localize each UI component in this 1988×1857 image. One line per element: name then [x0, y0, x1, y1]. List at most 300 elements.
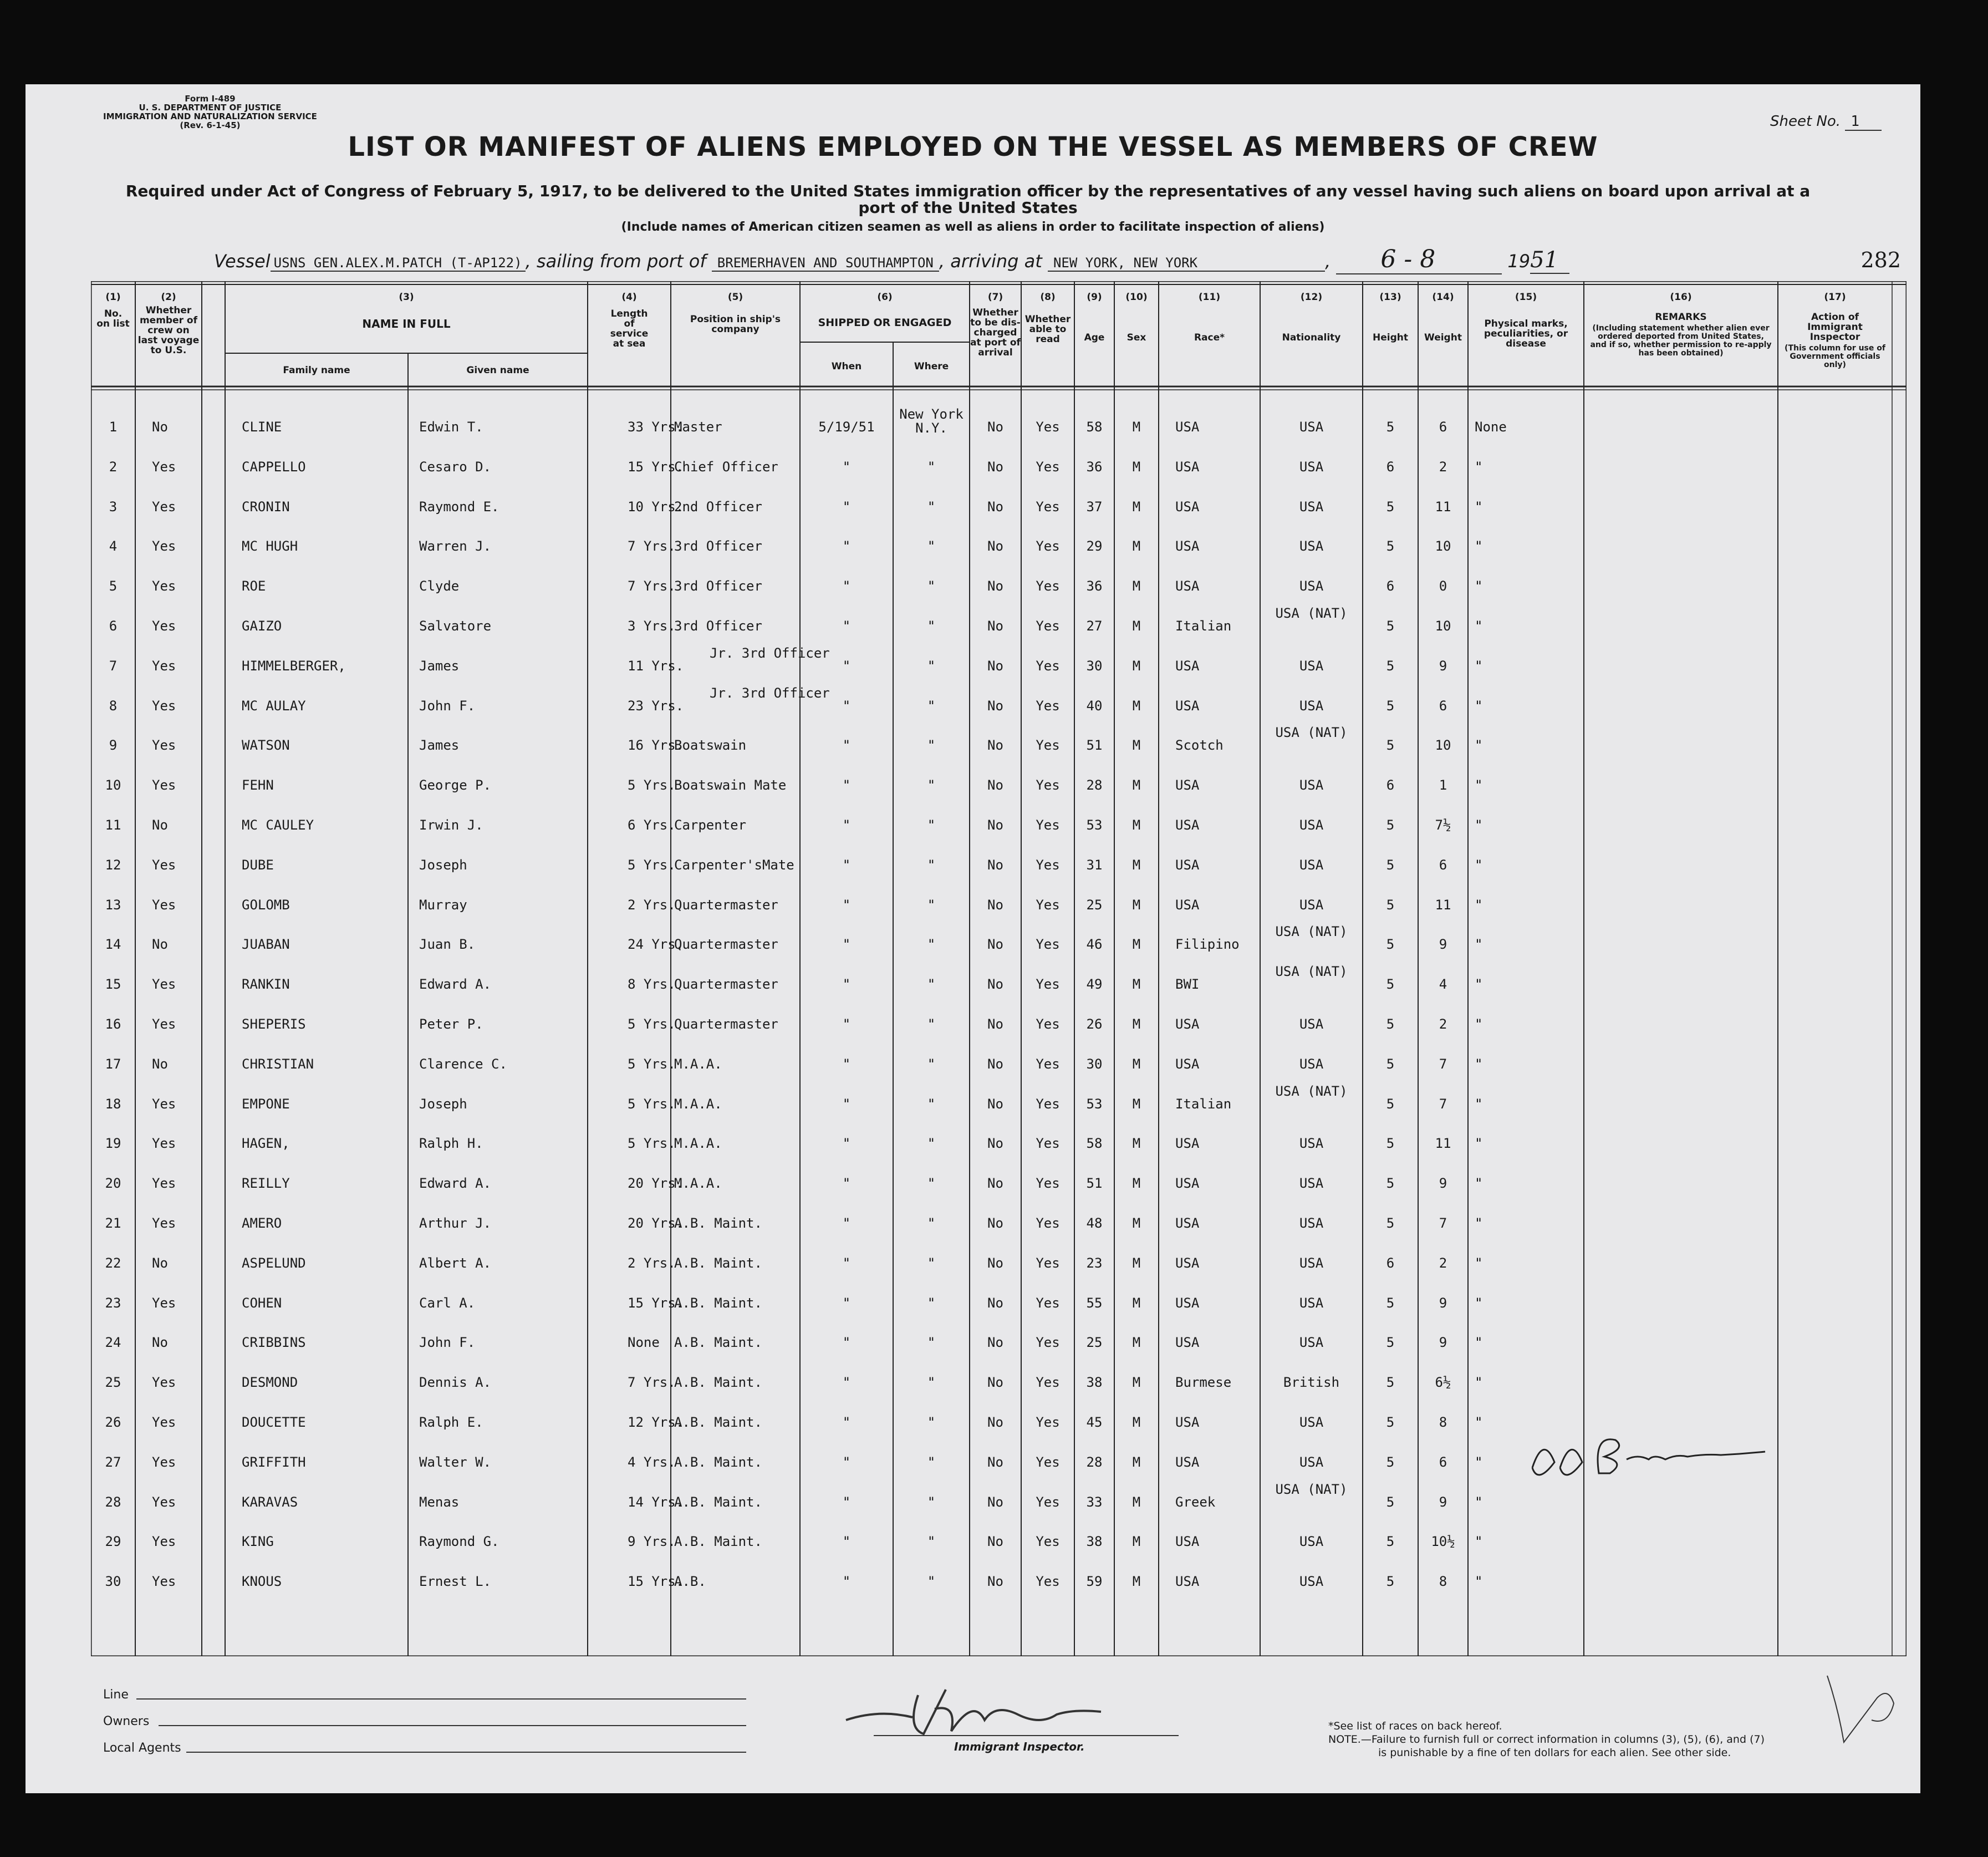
- cell-race: Greek: [1175, 1494, 1216, 1510]
- header-physical-marks: (15) Physical marks, peculiarities, or disease: [1484, 292, 1568, 349]
- cell-read: Yes: [1036, 1096, 1060, 1112]
- header-discharged: (7) Whether to be dis-charged at port of arrival: [970, 292, 1021, 358]
- cell-no: 28: [105, 1494, 121, 1510]
- table-row: [91, 522, 1907, 562]
- cell-prev: No: [152, 1255, 168, 1271]
- cell-service: 15 Yrs.: [628, 1574, 684, 1590]
- cell-when: ": [842, 1454, 851, 1470]
- cell-family: MC HUGH: [242, 538, 298, 554]
- table-row: [91, 1279, 1907, 1319]
- cell-ht: 6: [1386, 777, 1395, 793]
- cell-ht: 6: [1386, 1255, 1395, 1271]
- cell-read: Yes: [1036, 618, 1060, 634]
- cell-given: James: [419, 737, 460, 754]
- cell-service: 7 Yrs.: [628, 538, 676, 554]
- cell-marks: ": [1475, 618, 1483, 634]
- arrival-year: 51: [1530, 247, 1569, 274]
- cell-no: 18: [105, 1096, 121, 1112]
- cell-sex: M: [1132, 737, 1141, 754]
- cell-position: Master: [674, 419, 722, 435]
- cell-race: USA: [1175, 538, 1200, 554]
- cell-prev: Yes: [152, 1494, 176, 1510]
- cell-read: Yes: [1036, 1415, 1060, 1430]
- cell-read: Yes: [1036, 459, 1060, 475]
- header-shipped-when: When: [831, 361, 862, 372]
- cell-ht: 5: [1386, 1415, 1395, 1430]
- cell-where: ": [927, 1375, 936, 1391]
- cell-ht: 5: [1386, 937, 1395, 953]
- cell-prev: Yes: [152, 618, 176, 634]
- cell-position: A.B. Maint.: [674, 1534, 762, 1550]
- cell-given: Dennis A.: [419, 1375, 492, 1391]
- cell-wt: 10: [1435, 538, 1451, 554]
- cell-nat: USA: [1299, 1415, 1324, 1430]
- cell-nat: USA: [1299, 1136, 1324, 1152]
- cell-given: Cesaro D.: [419, 459, 492, 475]
- cell-where: ": [927, 737, 936, 754]
- cell-when: ": [842, 459, 851, 475]
- cell-wt: 10: [1435, 737, 1451, 754]
- cell-service: 23 Yrs.: [628, 698, 684, 714]
- cell-where: ": [927, 1335, 936, 1351]
- cell-where: ": [927, 578, 936, 594]
- cell-given: Juan B.: [419, 937, 476, 953]
- cell-ht: 5: [1386, 1295, 1395, 1311]
- cell-where: ": [927, 1215, 936, 1231]
- cell-prev: No: [152, 1335, 168, 1351]
- cell-race: USA: [1175, 578, 1200, 594]
- cell-prev: Yes: [152, 1295, 176, 1311]
- cell-age: 53: [1086, 817, 1103, 833]
- inspector-signature: [846, 1690, 1101, 1734]
- cell-no: 23: [105, 1295, 121, 1311]
- cell-sex: M: [1132, 1335, 1141, 1351]
- cell-position: A.B. Maint.: [674, 1215, 762, 1231]
- cell-when: ": [842, 1534, 851, 1550]
- cell-family: COHEN: [242, 1295, 282, 1311]
- cell-service: 2 Yrs.: [628, 897, 676, 913]
- cell-nat: USA: [1299, 1016, 1324, 1032]
- cell-race: USA: [1175, 1215, 1200, 1231]
- cell-no: 17: [105, 1056, 121, 1072]
- cell-given: Edwin T.: [419, 419, 483, 435]
- cell-when: ": [842, 1136, 851, 1152]
- cell-sex: M: [1132, 1016, 1141, 1032]
- cell-ht: 5: [1386, 737, 1395, 754]
- cell-family: KARAVAS: [242, 1494, 298, 1510]
- cell-where: ": [927, 897, 936, 913]
- cell-family: HAGEN,: [242, 1136, 290, 1152]
- cell-age: 30: [1086, 658, 1103, 674]
- cell-race: USA: [1175, 1295, 1200, 1311]
- port-to: NEW YORK, NEW YORK: [1048, 255, 1325, 272]
- cell-marks: ": [1475, 1215, 1483, 1231]
- cell-ht: 5: [1386, 1574, 1395, 1590]
- cell-disch: No: [987, 1454, 1003, 1470]
- cell-no: 25: [105, 1375, 121, 1391]
- sheet-number: Sheet No. 1: [1770, 113, 1882, 130]
- cell-read: Yes: [1036, 1335, 1060, 1351]
- cell-marks: None: [1475, 419, 1507, 435]
- header-family-name: Family name: [283, 365, 350, 376]
- cell-age: 59: [1086, 1574, 1103, 1590]
- table-row: [91, 483, 1907, 523]
- cell-prev: Yes: [152, 459, 176, 475]
- cell-disch: No: [987, 1295, 1003, 1311]
- table-row: [91, 1000, 1907, 1040]
- cell-nat: USA (NAT): [1275, 1481, 1348, 1497]
- cell-race: Filipino: [1175, 937, 1240, 953]
- port-from: BREMERHAVEN AND SOUTHAMPTON: [712, 255, 939, 272]
- cell-race: USA: [1175, 817, 1200, 833]
- cell-family: DOUCETTE: [242, 1415, 306, 1430]
- cell-race: USA: [1175, 658, 1200, 674]
- cell-ht: 5: [1386, 1454, 1395, 1470]
- table-row: [91, 761, 1907, 801]
- cell-sex: M: [1132, 897, 1141, 913]
- cell-wt: 1: [1439, 777, 1447, 793]
- cell-service: 5 Yrs.: [628, 777, 676, 793]
- cell-family: CRONIN: [242, 498, 290, 515]
- table-row: [91, 1239, 1907, 1279]
- cell-service: 6 Yrs.: [628, 817, 676, 833]
- page-stamp: 282: [1860, 248, 1901, 272]
- cell-no: 2: [109, 459, 118, 475]
- cell-marks: ": [1475, 1454, 1483, 1470]
- cell-where: ": [927, 698, 936, 714]
- cell-service: 15 Yrs.: [628, 1295, 684, 1311]
- cell-service: 5 Yrs.: [628, 857, 676, 873]
- table-row: [91, 841, 1907, 881]
- cell-position: 3rd Officer: [674, 538, 762, 554]
- cell-when: ": [842, 777, 851, 793]
- cell-read: Yes: [1036, 1016, 1060, 1032]
- cell-disch: No: [987, 658, 1003, 674]
- cell-family: DESMOND: [242, 1375, 298, 1391]
- cell-marks: ": [1475, 1016, 1483, 1032]
- cell-where: ": [927, 857, 936, 873]
- cell-no: 7: [109, 658, 118, 674]
- cell-ht: 5: [1386, 658, 1395, 674]
- cell-disch: No: [987, 1534, 1003, 1550]
- cell-ht: 5: [1386, 897, 1395, 913]
- cell-family: CHRISTIAN: [242, 1056, 314, 1072]
- cell-disch: No: [987, 419, 1003, 435]
- cell-wt: 0: [1439, 578, 1447, 594]
- cell-race: USA: [1175, 1335, 1200, 1351]
- cell-when: ": [842, 498, 851, 515]
- cell-position: Carpenter: [674, 817, 747, 833]
- cell-race: USA: [1175, 1454, 1200, 1470]
- cell-position: A.B. Maint.: [674, 1335, 762, 1351]
- cell-no: 4: [109, 538, 118, 554]
- cell-age: 25: [1086, 897, 1103, 913]
- cell-read: Yes: [1036, 1534, 1060, 1550]
- cell-read: Yes: [1036, 777, 1060, 793]
- cell-family: GOLOMB: [242, 897, 290, 913]
- cell-sex: M: [1132, 1056, 1141, 1072]
- cell-marks: ": [1475, 1096, 1483, 1112]
- cell-family: KING: [242, 1534, 274, 1550]
- table-row: [91, 562, 1907, 602]
- cell-read: Yes: [1036, 1375, 1060, 1391]
- voyage-line: Vessel USNS GEN.ALEX.M.PATCH (T-AP122) , sailing from port of BREMERHAVEN AND SOUTHAMPTON , arriving at NEW YORK, NEW YORK , 6 - 8 1951: [214, 245, 1569, 274]
- cell-prev: Yes: [152, 1176, 176, 1192]
- cell-no: 22: [105, 1255, 121, 1271]
- cell-given: John F.: [419, 1335, 476, 1351]
- header-age: (9) Age: [1084, 292, 1105, 343]
- header-shipped: (6) SHIPPED OR ENGAGED: [818, 292, 952, 329]
- cell-age: 37: [1086, 498, 1103, 515]
- cell-disch: No: [987, 1255, 1003, 1271]
- cell-position: Boatswain Mate: [674, 777, 787, 793]
- cell-when: ": [842, 937, 851, 953]
- cell-family: SHEPERIS: [242, 1016, 306, 1032]
- cell-age: 45: [1086, 1415, 1103, 1430]
- table-row: [91, 1040, 1907, 1080]
- cell-marks: ": [1475, 1335, 1483, 1351]
- cell-when: ": [842, 1295, 851, 1311]
- cell-age: 40: [1086, 698, 1103, 714]
- cell-prev: Yes: [152, 1534, 176, 1550]
- cell-no: 6: [109, 618, 118, 634]
- header-position: (5) Position in ship's company: [690, 292, 781, 335]
- cell-age: 36: [1086, 578, 1103, 594]
- cell-marks: ": [1475, 658, 1483, 674]
- cell-position: 2nd Officer: [674, 498, 762, 515]
- cell-read: Yes: [1036, 1056, 1060, 1072]
- cell-age: 38: [1086, 1534, 1103, 1550]
- cell-wt: 4: [1439, 976, 1447, 993]
- cell-ht: 5: [1386, 1016, 1395, 1032]
- cell-wt: 6: [1439, 1454, 1447, 1470]
- cell-position: M.A.A.: [674, 1056, 722, 1072]
- cell-where: ": [927, 498, 936, 515]
- cell-when: ": [842, 737, 851, 754]
- cell-position: A.B. Maint.: [674, 1415, 762, 1430]
- header-remarks: (16) REMARKS (Including statement whether alien ever ordered deported from United States, and if so, whether permission to re-apply has been obtained): [1590, 292, 1772, 358]
- cell-wt: 9: [1439, 1295, 1447, 1311]
- cell-wt: 6: [1439, 857, 1447, 873]
- cell-nat: USA (NAT): [1275, 964, 1348, 980]
- cell-prev: Yes: [152, 658, 176, 674]
- cell-given: John F.: [419, 698, 476, 714]
- cell-sex: M: [1132, 1534, 1141, 1550]
- cell-service: 12 Yrs.: [628, 1415, 684, 1430]
- cell-nat: USA (NAT): [1275, 924, 1348, 940]
- cell-wt: 10: [1435, 618, 1451, 634]
- cell-nat: USA: [1299, 777, 1324, 793]
- cell-no: 11: [105, 817, 121, 833]
- cell-prev: Yes: [152, 538, 176, 554]
- cell-position: Quartermaster: [674, 937, 778, 953]
- cell-prev: Yes: [152, 698, 176, 714]
- cell-given: Irwin J.: [419, 817, 483, 833]
- cell-position: A.B. Maint.: [674, 1375, 762, 1391]
- cell-disch: No: [987, 1574, 1003, 1590]
- cell-sex: M: [1132, 498, 1141, 515]
- cell-marks: ": [1475, 1136, 1483, 1152]
- cell-wt: 9: [1439, 658, 1447, 674]
- subtitle-note: (Include names of American citizen seamen as well as aliens in order to facilitate inspection of aliens): [621, 220, 1325, 234]
- cell-when: ": [842, 1096, 851, 1112]
- cell-read: Yes: [1036, 1295, 1060, 1311]
- cell-ht: 5: [1386, 1136, 1395, 1152]
- cell-no: 1: [109, 419, 118, 435]
- cell-disch: No: [987, 578, 1003, 594]
- cell-when: ": [842, 1016, 851, 1032]
- cell-service: 14 Yrs.: [628, 1494, 684, 1510]
- cell-no: 29: [105, 1534, 121, 1550]
- cell-no: 8: [109, 698, 118, 714]
- table-row: [91, 1438, 1907, 1478]
- cell-no: 20: [105, 1176, 121, 1192]
- cell-where: ": [927, 1534, 936, 1550]
- table-row: [91, 1199, 1907, 1239]
- header-prev-voyage: (2) Whether member of crew on last voyage to U.S.: [137, 292, 200, 356]
- cell-prev: Yes: [152, 1016, 176, 1032]
- table-row: [91, 403, 1907, 443]
- cell-disch: No: [987, 897, 1003, 913]
- cell-no: 10: [105, 777, 121, 793]
- cell-position: Quartermaster: [674, 976, 778, 993]
- cell-service: 20 Yrs.: [628, 1176, 684, 1192]
- cell-position: 3rd Officer: [674, 618, 762, 634]
- table-row: [91, 721, 1907, 761]
- cell-marks: ": [1475, 976, 1483, 993]
- cell-where: ": [927, 459, 936, 475]
- cell-prev: No: [152, 817, 168, 833]
- cell-nat: USA: [1299, 1335, 1324, 1351]
- cell-nat: USA: [1299, 1215, 1324, 1231]
- cell-read: Yes: [1036, 817, 1060, 833]
- cell-marks: ": [1475, 817, 1483, 833]
- cell-read: Yes: [1036, 1454, 1060, 1470]
- cell-service: 5 Yrs.: [628, 1096, 676, 1112]
- table-row: [91, 1359, 1907, 1398]
- cell-where: ": [927, 817, 936, 833]
- cell-family: EMPONE: [242, 1096, 290, 1112]
- cell-given: Salvatore: [419, 618, 492, 634]
- cell-when: 5/19/51: [818, 419, 875, 435]
- cell-where: ": [927, 1255, 936, 1271]
- cell-race: USA: [1175, 1016, 1200, 1032]
- cell-sex: M: [1132, 1176, 1141, 1192]
- cell-service: 24 Yrs.: [628, 937, 684, 953]
- cell-prev: No: [152, 419, 168, 435]
- cell-race: USA: [1175, 897, 1200, 913]
- cell-marks: ": [1475, 498, 1483, 515]
- cell-sex: M: [1132, 419, 1141, 435]
- cell-age: 31: [1086, 857, 1103, 873]
- cell-position: A.B. Maint.: [674, 1255, 762, 1271]
- cell-wt: 6: [1439, 698, 1447, 714]
- cell-where: ": [927, 658, 936, 674]
- cell-where: ": [927, 1494, 936, 1510]
- cell-service: 10 Yrs.: [628, 498, 684, 515]
- cell-wt: 7: [1439, 1215, 1447, 1231]
- cell-where: ": [927, 976, 936, 993]
- cell-service: 16 Yrs.: [628, 737, 684, 754]
- header-inspector-action: (17) Action of Immigrant Inspector (This column for use of Government officials only): [1785, 292, 1885, 369]
- cell-age: 28: [1086, 1454, 1103, 1470]
- cell-sex: M: [1132, 1494, 1141, 1510]
- cell-given: Ralph E.: [419, 1415, 483, 1430]
- header-weight: (14) Weight: [1424, 292, 1462, 343]
- cell-no: 9: [109, 737, 118, 754]
- cell-disch: No: [987, 1494, 1003, 1510]
- cell-read: Yes: [1036, 1215, 1060, 1231]
- cell-race: USA: [1175, 1255, 1200, 1271]
- cell-position: Quartermaster: [674, 897, 778, 913]
- cell-marks: ": [1475, 737, 1483, 754]
- cell-prev: Yes: [152, 1454, 176, 1470]
- cell-race: USA: [1175, 1056, 1200, 1072]
- cell-sex: M: [1132, 578, 1141, 594]
- header-read: (8) Whether able to read: [1024, 292, 1071, 345]
- cell-sex: M: [1132, 618, 1141, 634]
- cell-no: 5: [109, 578, 118, 594]
- cell-age: 36: [1086, 459, 1103, 475]
- form-identifier: Form I-489 U. S. DEPARTMENT OF JUSTICE IMMIGRATION AND NATURALIZATION SERVICE (Rev. 6-1-45): [103, 94, 317, 130]
- manifest-sheet: [26, 84, 1920, 1793]
- cell-position: A.B. Maint.: [674, 1494, 762, 1510]
- cell-when: ": [842, 817, 851, 833]
- cell-family: JUABAN: [242, 937, 290, 953]
- cell-family: KNOUS: [242, 1574, 282, 1590]
- header-no: (1) No. on list: [96, 292, 130, 329]
- inspector-initials: [1827, 1676, 1894, 1742]
- cell-wt: 2: [1439, 1255, 1447, 1271]
- cell-sex: M: [1132, 976, 1141, 993]
- cell-wt: 7: [1439, 1056, 1447, 1072]
- cell-position: Chief Officer: [674, 459, 778, 475]
- cell-family: CAPPELLO: [242, 459, 306, 475]
- cell-age: 27: [1086, 618, 1103, 634]
- cell-nat: USA: [1299, 419, 1324, 435]
- cell-sex: M: [1132, 459, 1141, 475]
- cell-position: Jr. 3rd Officer: [710, 645, 830, 661]
- cell-where: ": [927, 937, 936, 953]
- cell-when: ": [842, 538, 851, 554]
- cell-disch: No: [987, 777, 1003, 793]
- cell-age: 46: [1086, 937, 1103, 953]
- cell-age: 28: [1086, 777, 1103, 793]
- cell-prev: Yes: [152, 1215, 176, 1231]
- cell-given: Edward A.: [419, 976, 492, 993]
- cell-age: 49: [1086, 976, 1103, 993]
- cell-wt: 8: [1439, 1574, 1447, 1590]
- cell-no: 30: [105, 1574, 121, 1590]
- cell-service: 20 Yrs.: [628, 1215, 684, 1231]
- cell-race: USA: [1175, 777, 1200, 793]
- cell-disch: No: [987, 618, 1003, 634]
- footer-local-agents: Local Agents: [103, 1741, 181, 1755]
- cell-ht: 5: [1386, 1096, 1395, 1112]
- header-shipped-where: Where: [914, 361, 949, 372]
- cell-position: M.A.A.: [674, 1176, 722, 1192]
- cell-disch: No: [987, 737, 1003, 754]
- cell-service: 5 Yrs.: [628, 1016, 676, 1032]
- cell-nat: USA: [1299, 897, 1324, 913]
- cell-read: Yes: [1036, 1574, 1060, 1590]
- cell-read: Yes: [1036, 937, 1060, 953]
- cell-sex: M: [1132, 1415, 1141, 1430]
- cell-ht: 5: [1386, 498, 1395, 515]
- cell-disch: No: [987, 1375, 1003, 1391]
- cell-read: Yes: [1036, 857, 1060, 873]
- cell-age: 29: [1086, 538, 1103, 554]
